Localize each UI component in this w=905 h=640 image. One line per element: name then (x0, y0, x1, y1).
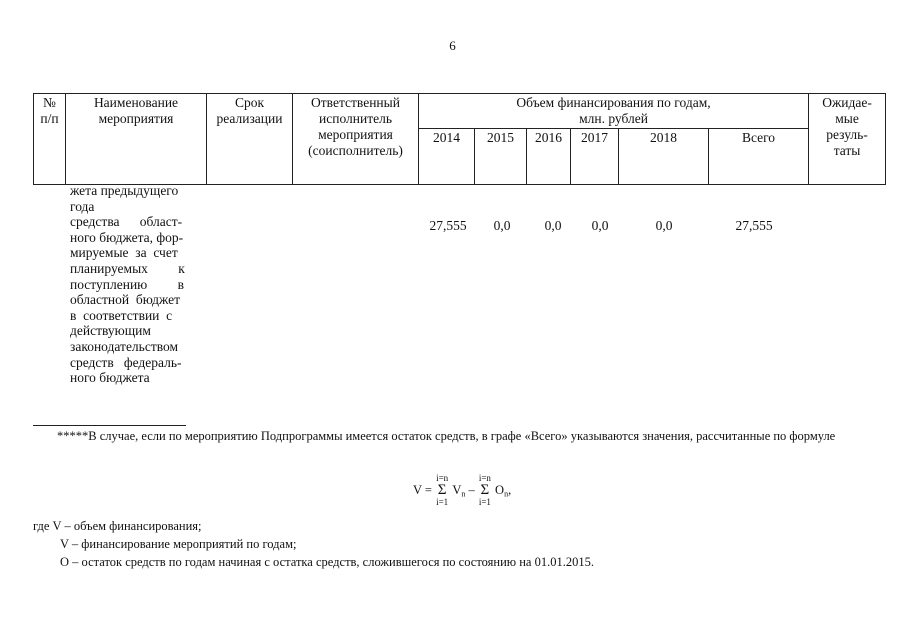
formula-minus: – (468, 483, 475, 497)
header-year: 2016 (527, 128, 571, 184)
formula (413, 474, 511, 507)
header-expected-results: Ожидае- мые резуль- таты (809, 94, 886, 185)
legend-line: O – остаток средств по годам начиная с остатка средств, сложившегося по состоянию на 01.01.2015. (60, 555, 594, 569)
legend-line: V – финансирование мероприятий по годам; (60, 537, 297, 551)
header-term: Срок реализации (207, 94, 293, 185)
value-total: 27,555 (735, 218, 773, 233)
sum-symbol: i=n Σ i=1 (436, 473, 449, 507)
footnote-text: *****В случае, если по мероприятию Подпрограммы имеется остаток средств, в графе «Всего» указываются значения, рассчитанные по формуле (57, 429, 836, 443)
financing-table-header (33, 93, 886, 185)
header-financing: Объем финансирования по годам, млн. рублей (419, 94, 809, 129)
value-2016: 0,0 (544, 218, 562, 233)
row-name-line: областной бюджет (70, 292, 181, 308)
header-total: Всего (709, 128, 809, 184)
header-year: 2018 (619, 128, 709, 184)
footnote-separator (33, 425, 186, 426)
value-2018: 0,0 (655, 218, 673, 233)
value-2014: 27,555 (429, 218, 467, 233)
row-name-line: действующим (70, 323, 151, 339)
header-name: Наименование мероприятия (66, 94, 207, 185)
formula-lhs: V = (413, 483, 432, 497)
row-name-line: жета предыдущего (70, 183, 179, 198)
sum-upper: i=n (436, 473, 449, 483)
formula-sub: n (504, 489, 509, 499)
value-2015: 0,0 (493, 218, 511, 233)
header-number: № п/п (34, 94, 66, 185)
formula-comma: , (508, 482, 512, 497)
header-year: 2017 (571, 128, 619, 184)
row-name-line: года (70, 198, 95, 214)
row-name-line: поступлению в (70, 276, 185, 292)
page-number: 6 (449, 38, 456, 53)
row-name-line: в соответствии с (70, 307, 173, 323)
row-name-line: ного бюджета (70, 370, 150, 386)
row-name-line: ного бюджета, фор- (70, 229, 184, 245)
row-name-line: планируемых к (70, 260, 185, 276)
row-name-line: средства област- (70, 214, 183, 230)
row-name-line: средств федераль- (70, 354, 182, 370)
row-name-cell (70, 183, 202, 386)
sum-upper: i=n (478, 473, 491, 483)
formula-term-o: O (495, 482, 505, 497)
header-executor: Ответственный исполнитель мероприятия (соисполнитель) (293, 94, 419, 185)
legend-line: где V – объем финансирования; (33, 519, 202, 533)
header-year: 2015 (475, 128, 527, 184)
row-name-line: законодательством (70, 338, 179, 354)
formula-term-v: V (452, 482, 462, 497)
sum-symbol: i=n Σ i=1 (478, 473, 491, 507)
value-2017: 0,0 (591, 218, 609, 233)
sum-lower: i=1 (478, 497, 491, 507)
formula-sub: n (461, 489, 466, 499)
row-name-line: мируемые за счет (70, 245, 178, 261)
header-year: 2014 (419, 128, 475, 184)
sum-lower: i=1 (436, 497, 449, 507)
